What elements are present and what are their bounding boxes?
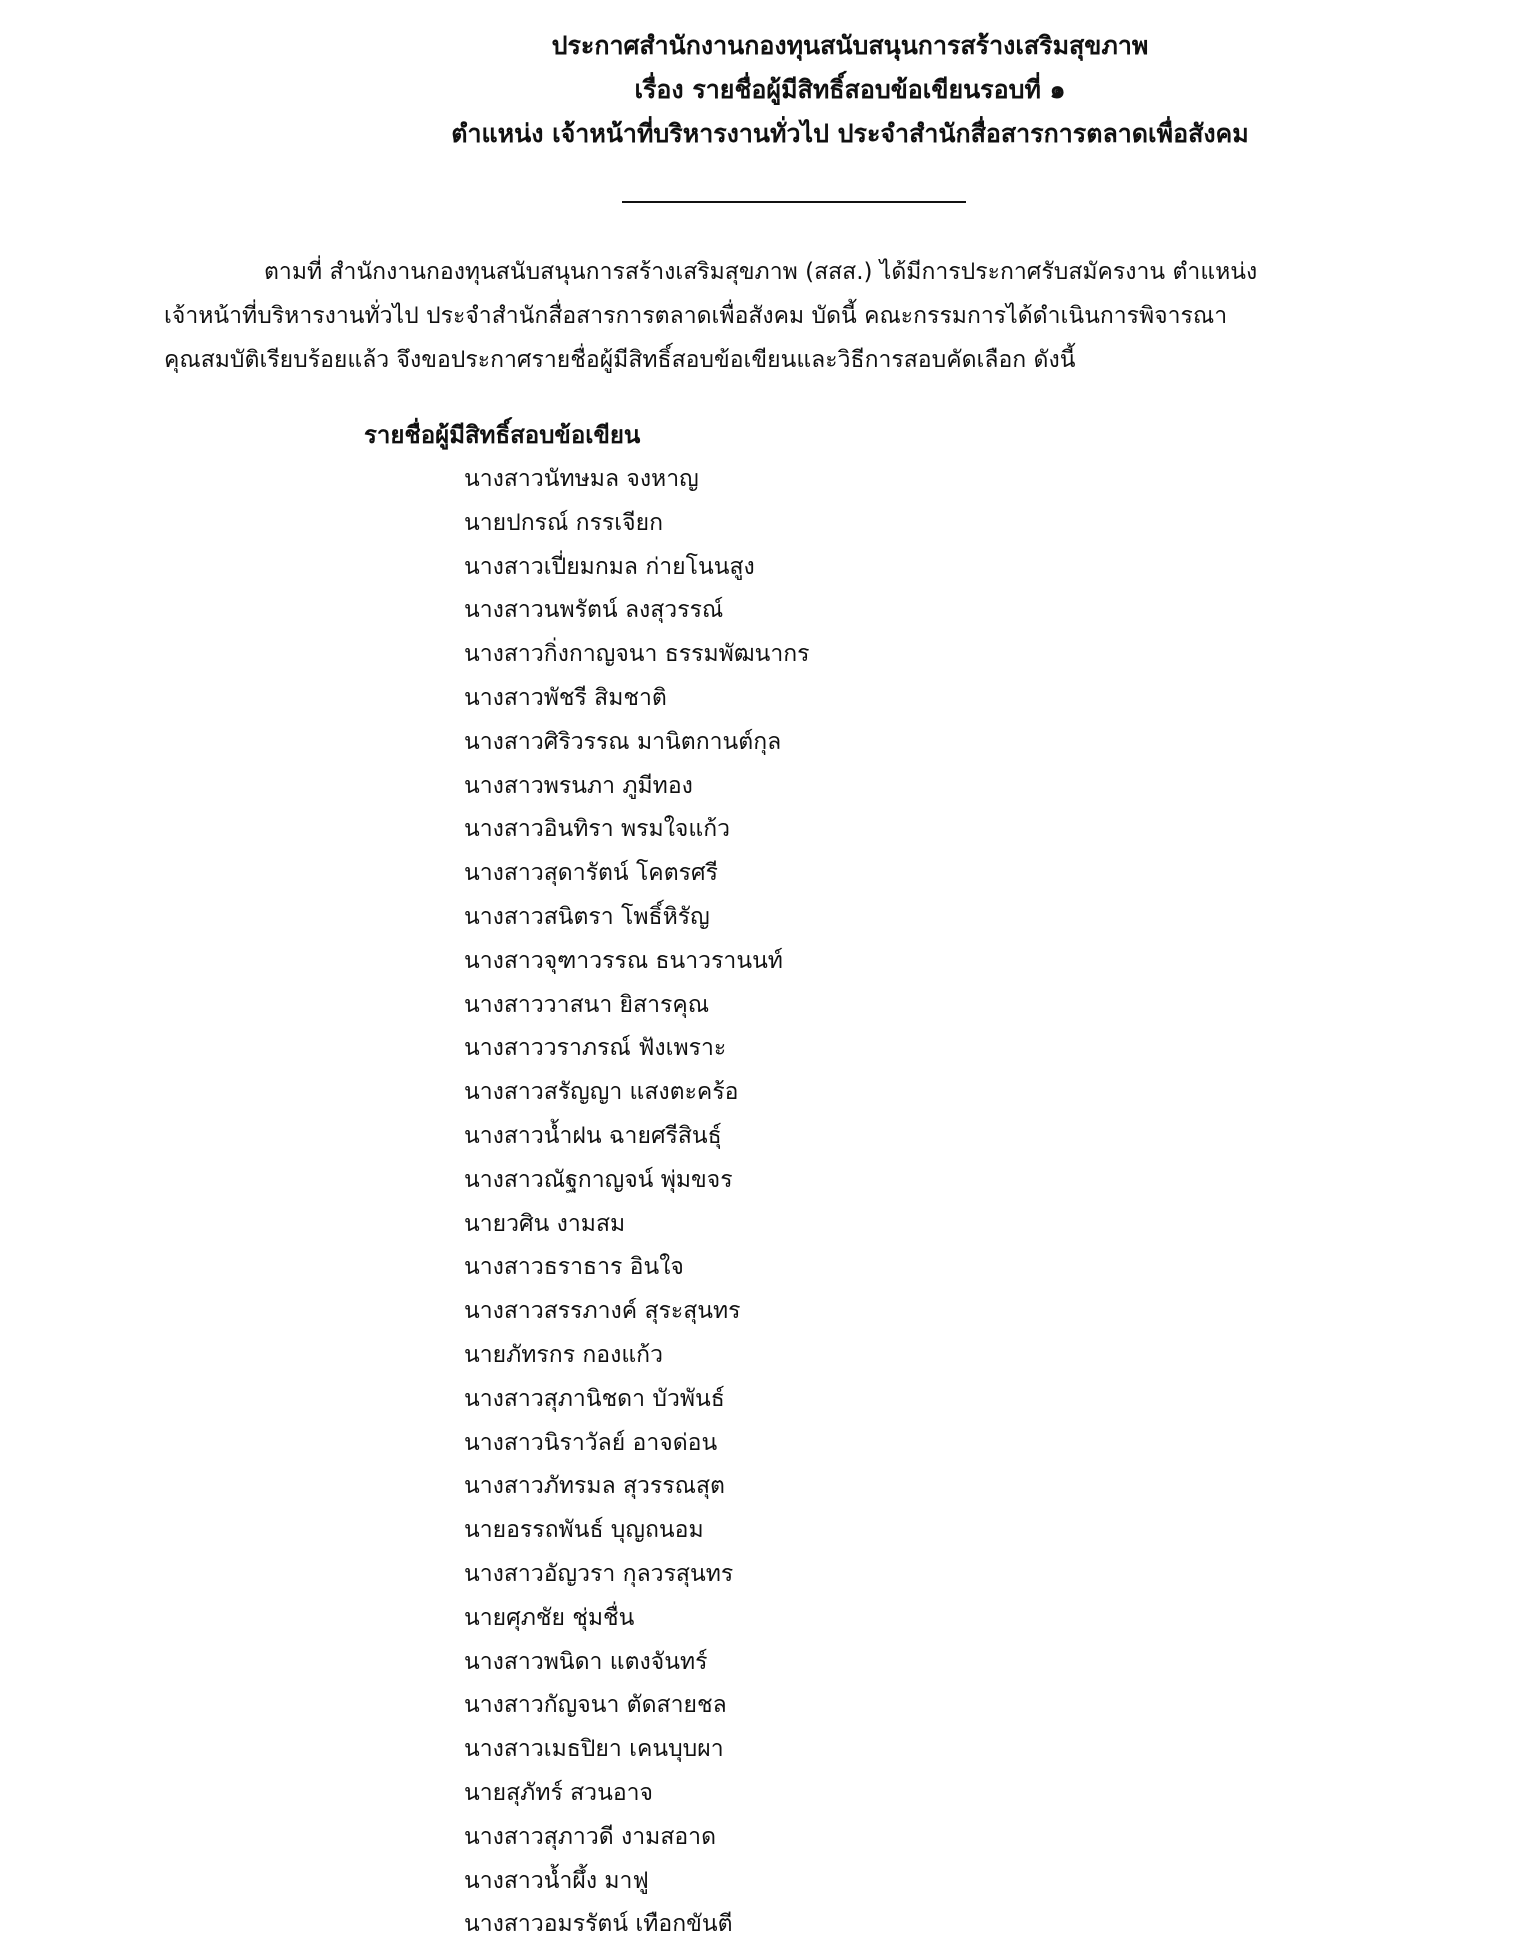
candidate-name: นายวศิน งามสม: [464, 1210, 626, 1237]
candidate-name: นางสาวสุภานิชดา บัวพันธ์: [464, 1385, 725, 1412]
title-line-position: ตำแหน่ง เจ้าหน้าที่บริหารงานทั่วไป ประจำสำนักสื่อสารการตลาดเพื่อสังคม: [451, 119, 1249, 148]
candidate-name: นางสาวนพรัตน์ ลงสุวรรณ์: [464, 597, 724, 624]
candidate-name: นางสาวเมธปิยา เคนบุบผา: [464, 1736, 724, 1763]
intro-line: คุณสมบัติเรียบร้อยแล้ว จึงขอประกาศรายชื่อผู้มีสิทธิ์สอบข้อเขียนและวิธีการสอบคัดเลือก ดังนี้: [164, 347, 1076, 373]
title-line-subject: เรื่อง รายชื่อผู้มีสิทธิ์สอบข้อเขียนรอบที่ ๑: [634, 75, 1066, 104]
title-divider: [622, 201, 966, 203]
candidate-name: นางสาวน้ำฝน ฉายศรีสินธุ์: [464, 1122, 722, 1149]
candidate-list-heading: รายชื่อผู้มีสิทธิ์สอบข้อเขียน: [364, 421, 641, 449]
candidate-name: นายอรรถพันธ์ บุญถนอม: [464, 1517, 704, 1544]
candidate-name: นางสาวเปี่ยมกมล ก่ายโนนสูง: [464, 553, 755, 580]
candidate-name: นางสาวพัชรี สิมชาติ: [464, 684, 667, 711]
candidate-name: นางสาวสนิตรา โพธิ์หิรัญ: [464, 903, 710, 930]
candidate-name: นางสาวกัญจนา ตัดสายชล: [464, 1692, 727, 1719]
candidate-name: นางสาววราภรณ์ ฟังเพราะ: [464, 1035, 727, 1062]
candidate-name: นางสาวศิริวรรณ มานิตกานต์กุล: [464, 728, 782, 755]
candidate-name: นางสาวสุดารัตน์ โคตรศรี: [464, 860, 718, 887]
candidate-name: นางสาวภัทรมล สุวรรณสุต: [464, 1473, 725, 1500]
candidate-name: นายสุภัทร์ สวนอาจ: [464, 1779, 654, 1806]
candidate-name: นางสาวอินทิรา พรมใจแก้ว: [464, 816, 731, 843]
candidate-name-list: [464, 458, 810, 1947]
candidate-name: นางสาวนิราวัลย์ อาจด่อน: [464, 1429, 718, 1456]
intro-paragraph: [164, 250, 1424, 382]
candidate-name: นางสาวน้ำผึ้ง มาฟู: [464, 1867, 649, 1894]
title-line-organization: ประกาศสำนักงานกองทุนสนับสนุนการสร้างเสริมสุขภาพ: [551, 31, 1149, 60]
candidate-name: นางสาวณัฐกาญจน์ พุ่มขจร: [464, 1166, 733, 1193]
candidate-name: นางสาววาสนา ยิสารคุณ: [464, 991, 710, 1018]
candidate-name: นายภัทรกร กองแก้ว: [464, 1341, 664, 1368]
candidate-name: นายศุภชัย ชุ่มชื่น: [464, 1604, 635, 1631]
candidate-name: นางสาวสรัญญา แสงตะคร้อ: [464, 1079, 739, 1106]
candidate-name: นางสาวพรนภา ภูมีทอง: [464, 772, 693, 799]
announcement-title: [300, 24, 1400, 156]
intro-line: เจ้าหน้าที่บริหารงานทั่วไป ประจำสำนักสื่อสารการตลาดเพื่อสังคม บัดนี้ คณะกรรมการได้ดำเนินการพิจารณา: [164, 303, 1228, 329]
candidate-name: นางสาวจุฑาวรรณ ธนาวรานนท์: [464, 947, 783, 974]
candidate-name: นางสาวสรรภางค์ สุระสุนทร: [464, 1298, 741, 1325]
candidate-name: นางสาวอมรรัตน์ เทือกขันตี: [464, 1911, 733, 1938]
candidate-name: นางสาวอัญวรา กุลวรสุนทร: [464, 1560, 734, 1587]
candidate-name: นายปกรณ์ กรรเจียก: [464, 509, 664, 536]
candidate-name: นางสาวสุภาวดี งามสอาด: [464, 1823, 717, 1850]
intro-line: ตามที่ สำนักงานกองทุนสนับสนุนการสร้างเสริมสุขภาพ (สสส.) ได้มีการประกาศรับสมัครงาน ตำแหน่ง: [264, 259, 1258, 285]
candidate-name: นางสาวกิ่งกาญจนา ธรรมพัฒนากร: [464, 641, 810, 668]
candidate-name: นางสาวธราธาร อินใจ: [464, 1254, 684, 1281]
candidate-name: นางสาวนัทษมล จงหาญ: [464, 466, 699, 492]
candidate-name: นางสาวพนิดา แตงจันทร์: [464, 1648, 708, 1675]
